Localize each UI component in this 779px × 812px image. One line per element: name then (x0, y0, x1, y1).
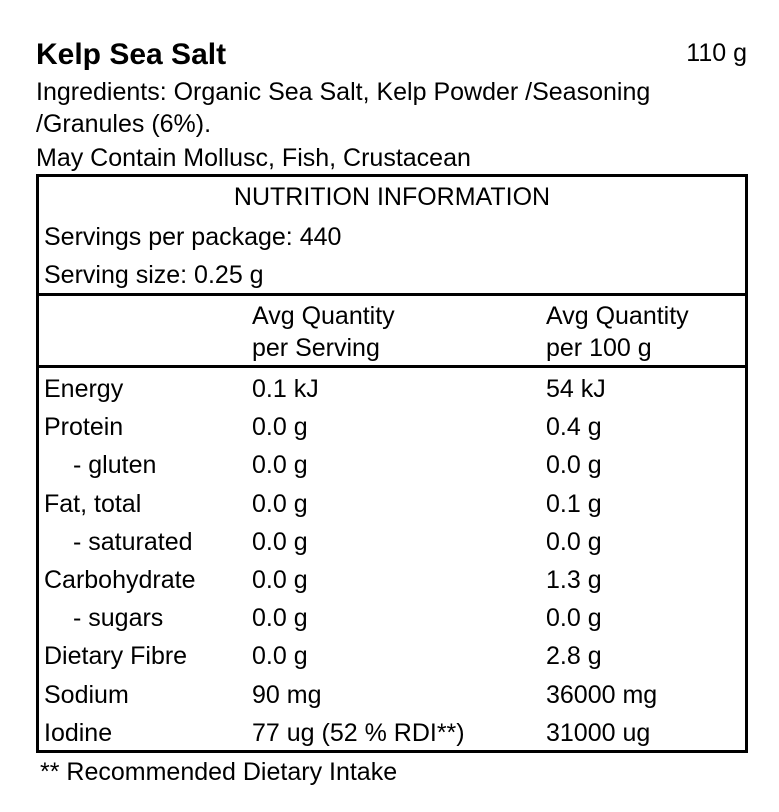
per-100g-header-line-1: Avg Quantity (546, 302, 689, 330)
allergen-statement: May Contain Mollusc, Fish, Crustacean (36, 144, 471, 172)
nutrient-label: Iodine (44, 718, 113, 747)
panel-title: NUTRITION INFORMATION (233, 183, 551, 211)
nutrient-row-sodium (39, 679, 745, 717)
nutrient-row-iodine (39, 717, 745, 755)
footnote: ** Recommended Dietary Intake (40, 758, 398, 786)
nutrient-label: Fat, total (44, 489, 142, 518)
nutrient-label: - gluten (73, 451, 157, 480)
nutrition-panel (36, 174, 748, 753)
per-serving-header-line-2: per Serving (252, 334, 380, 362)
per-100g-value: 0.0 g (546, 527, 602, 556)
nutrient-row-energy (39, 373, 745, 411)
per-serving-value: 0.0 g (252, 489, 308, 518)
servings-per-package: Servings per package: 440 (44, 223, 342, 251)
per-100g-value: 54 kJ (546, 375, 606, 403)
nutrient-label: - sugars (73, 604, 164, 633)
per-serving-value: 0.0 g (252, 451, 308, 480)
nutrient-row-fat-total (39, 488, 745, 526)
per-serving-value: 0.0 g (252, 642, 308, 671)
per-100g-header (546, 300, 689, 364)
nutrient-row-sugars (39, 602, 745, 640)
net-weight: 110 g (686, 39, 747, 67)
per-serving-header-line-1: Avg Quantity (252, 302, 395, 330)
nutrient-label: Carbohydrate (44, 565, 196, 594)
nutrient-label: - saturated (73, 527, 193, 556)
divider-rule (39, 293, 745, 296)
per-serving-value: 0.0 g (252, 604, 308, 633)
per-serving-value: 0.0 g (252, 413, 308, 442)
per-serving-value: 0.1 kJ (252, 375, 319, 403)
nutrient-label: Protein (44, 413, 124, 442)
nutrient-label: Energy (44, 375, 124, 403)
nutrient-row-protein (39, 411, 745, 449)
per-100g-value: 1.3 g (546, 565, 602, 594)
nutrient-row-carbohydrate (39, 564, 745, 602)
per-100g-value: 0.0 g (546, 604, 602, 633)
per-serving-header (252, 300, 395, 364)
per-100g-value: 36000 mg (546, 680, 658, 709)
per-100g-value: 0.1 g (546, 489, 602, 518)
per-100g-value: 31000 ug (546, 718, 651, 747)
divider-rule (39, 365, 745, 368)
nutrient-row-dietary-fibre (39, 640, 745, 678)
per-100g-header-line-2: per 100 g (546, 334, 652, 362)
nutrient-row-gluten (39, 449, 745, 487)
nutrient-row-saturated (39, 526, 745, 564)
per-100g-value: 0.0 g (546, 451, 602, 480)
nutrient-rows (39, 373, 745, 755)
per-serving-value: 90 mg (252, 680, 322, 709)
nutrient-label: Dietary Fibre (44, 642, 188, 671)
ingredients-text (36, 76, 756, 140)
per-serving-value: 0.0 g (252, 527, 308, 556)
per-100g-value: 2.8 g (546, 642, 602, 671)
per-100g-value: 0.4 g (546, 413, 602, 442)
product-name: Kelp Sea Salt (36, 38, 227, 71)
nutrient-label: Sodium (44, 680, 129, 709)
ingredients-line-2: /Granules (6%). (36, 110, 212, 138)
per-serving-value: 0.0 g (252, 565, 308, 594)
ingredients-line-1: Ingredients: Organic Sea Salt, Kelp Powder /Seasoning (36, 78, 651, 106)
serving-size: Serving size: 0.25 g (44, 261, 264, 289)
per-serving-value: 77 ug (52 % RDI**) (252, 718, 465, 747)
